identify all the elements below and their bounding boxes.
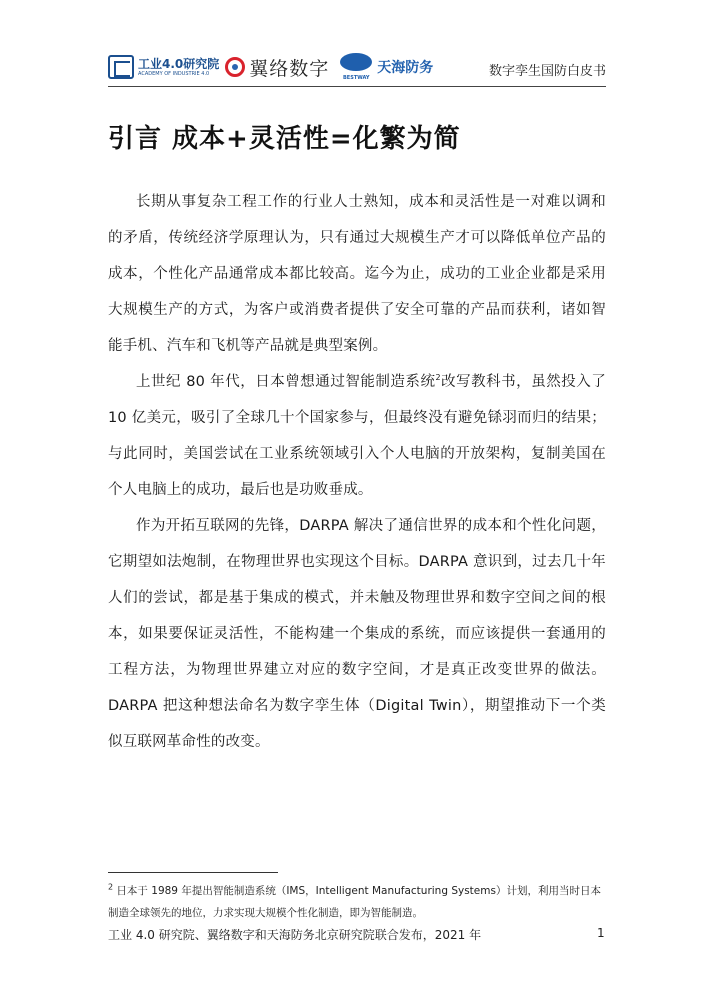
section-title: 引言 成本+灵活性=化繁为简 bbox=[108, 124, 461, 154]
page-number: 1 bbox=[597, 926, 605, 940]
footnote-divider bbox=[108, 872, 278, 873]
footnote bbox=[108, 880, 606, 924]
bestway-logo-text: 天海防务 bbox=[377, 60, 434, 76]
bestway-logo-word: BESTWAY bbox=[343, 75, 370, 81]
yiluo-logo-icon bbox=[225, 57, 245, 77]
bestway-logo-icon bbox=[339, 53, 373, 81]
footer-publisher: 工业 4.0 研究院、翼络数字和天海防务北京研究院联合发布，2021 年 bbox=[108, 928, 482, 942]
document-title: 数字孪生国防白皮书 bbox=[488, 64, 606, 79]
paragraph-text: 改写教科书，虽然投入了 10 亿美元，吸引了全球几十个国家参与，但最终没有避免铩羽而归的结果；与此同时，美国尝试在工业系统领域引入个人电脑的开放架构，复制美国在个人电脑上的成功，最后也是功败垂成。 bbox=[108, 374, 606, 498]
i40-logo-title: 工业4.0研究院 bbox=[138, 56, 220, 71]
i40-logo-subtitle: ACADEMY OF INDUSTRIE 4.0 bbox=[138, 70, 210, 77]
footnote-mark: 2 bbox=[108, 882, 114, 892]
paragraph-text: 上世纪 80 年代，日本曾想通过智能制造系统 bbox=[136, 374, 436, 390]
footnote-text: 日本于 1989 年提出智能制造系统（IMS，Intelligent Manufacturing Systems）计划，利用当时日本制造全球领先的地位，力求实现大规模个性化制造，即为智能制造。 bbox=[108, 885, 601, 919]
paragraph: 作为开拓互联网的先锋，DARPA 解决了通信世界的成本和个性化问题，它期望如法炮制，在物理世界也实现这个目标。DARPA 意识到，过去几十年人们的尝试，都是基于集成的模式，并未触及物理世界和数字空间之间的根本，如果要保证灵活性，不能构建一个集成的系统，而应该提供一套通用的工程方法，为物理世界建立对应的数字空间，才是真正改变世界的做法。DARPA 把这种想法命名为数字孪生体（Digital Twin），期望推动下一个类似互联网革命性的改变。 bbox=[108, 518, 606, 750]
paragraph: 长期从事复杂工程工作的行业人士熟知，成本和灵活性是一对难以调和的矛盾，传统经济学原理认为，只有通过大规模生产才可以降低单位产品的成本，个性化产品通常成本都比较高。迄今为止，成功的工业企业都是采用大规模生产的方式，为客户或消费者提供了安全可靠的产品而获利，诸如智能手机、汽车和飞机等产品就是典型案例。 bbox=[108, 194, 606, 354]
body-text bbox=[108, 184, 606, 760]
footnote-reference[interactable]: 2 bbox=[435, 373, 441, 383]
header-divider bbox=[108, 86, 606, 87]
yiluo-logo-text: 翼络数字 bbox=[249, 57, 330, 80]
i40-logo-icon bbox=[108, 55, 134, 79]
paragraph bbox=[108, 364, 606, 508]
i40-academy-logo bbox=[108, 55, 219, 79]
bestway-logo bbox=[339, 53, 433, 81]
yiluo-logo bbox=[225, 54, 329, 81]
page-header bbox=[108, 50, 606, 84]
logo-group bbox=[108, 50, 433, 84]
